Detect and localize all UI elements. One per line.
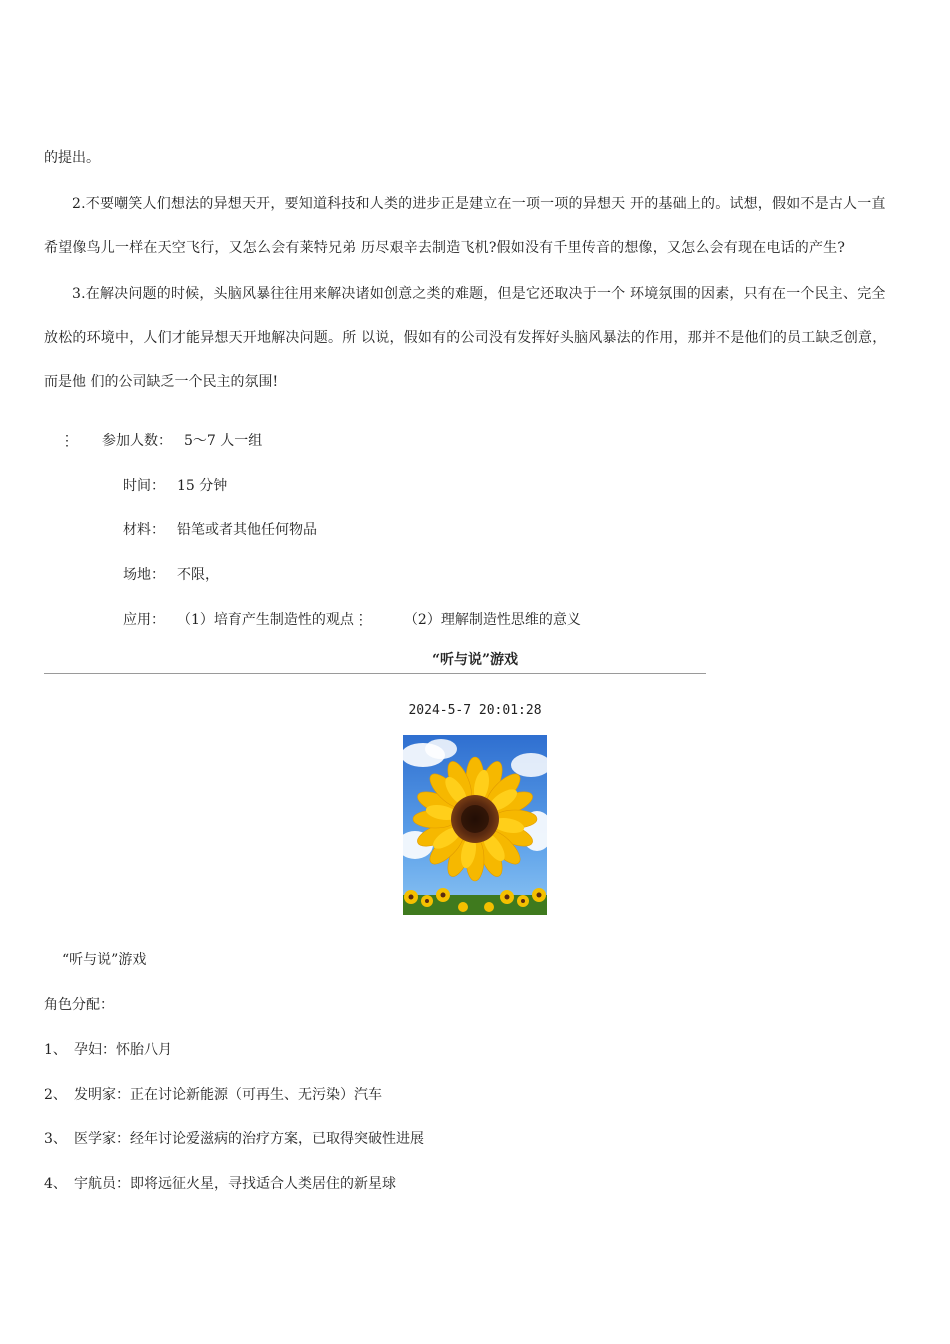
list-item-text: 孕妇：怀胎八月 bbox=[74, 1042, 172, 1058]
paragraph-2-line-1: 2.不要嘲笑人们想法的异想天开，要知道科技和人类的进步正是建立在一项一项的异想天 开的基础上的。试想，假如不是古人一直 bbox=[72, 196, 886, 212]
paragraph-3-line-1: 3.在解决问题的时候，头脑风暴往往用来解决诸如创意之类的难题，但是它还取决于一个 环境氛围的因素，只有在一个民主、完全 bbox=[72, 286, 886, 302]
materials-label: 材料： bbox=[123, 522, 165, 538]
application-label: 应用： bbox=[123, 612, 165, 628]
paragraph-3-line-2: 放松的环境中，人们才能异想天开地解决问题。所 以说，假如有的公司没有发挥好头脑风暴法的作用，那并不是他们的员工缺乏创意， bbox=[44, 330, 887, 346]
list-item bbox=[44, 1085, 382, 1105]
list-item-number: 4、 bbox=[44, 1176, 67, 1192]
list-item-number: 3、 bbox=[44, 1131, 67, 1147]
participants-row bbox=[102, 431, 262, 451]
application-value-1: （1）培育产生制造性的观点⋮ bbox=[177, 612, 368, 628]
venue-label: 场地： bbox=[123, 567, 165, 583]
list-item-text: 宇航员：即将远征火星，寻找适合人类居住的新星球 bbox=[74, 1176, 396, 1192]
list-item-text: 发明家：正在讨论新能源（可再生、无污染）汽车 bbox=[74, 1087, 382, 1103]
participants-value: 5～7 人一组 bbox=[184, 433, 263, 449]
list-item-text: 医学家：经年讨论爱滋病的治疗方案，已取得突破性进展 bbox=[74, 1131, 424, 1147]
title-divider bbox=[44, 673, 706, 674]
list-item bbox=[44, 1174, 396, 1194]
time-label: 时间： bbox=[123, 478, 165, 494]
time-row bbox=[123, 476, 227, 496]
application-value-2: （2）理解制造性思维的意义 bbox=[403, 612, 581, 628]
list-item bbox=[44, 1129, 424, 1149]
game-subtitle: “听与说”游戏 bbox=[62, 952, 147, 968]
materials-value: 铅笔或者其他任何物品 bbox=[177, 522, 317, 538]
venue-row bbox=[123, 565, 219, 585]
time-value: 15 分钟 bbox=[177, 478, 228, 494]
list-item-number: 2、 bbox=[44, 1087, 67, 1103]
list-item bbox=[44, 1040, 172, 1060]
article-date: 2024-5-7 20:01:28 bbox=[408, 703, 542, 718]
participants-label: 参加人数： bbox=[102, 433, 172, 449]
list-item-number: 1、 bbox=[44, 1042, 67, 1058]
paragraph-2-line-2: 希望像鸟儿一样在天空飞行，又怎么会有莱特兄弟 历尽艰辛去制造飞机?假如没有千里传音的想像，又怎么会有现在电话的产生? bbox=[44, 240, 846, 256]
article-title: “听与说”游戏 bbox=[431, 652, 519, 668]
details-bullet: ⋮ bbox=[60, 433, 74, 449]
paragraph-3-line-3: 而是他 们的公司缺乏一个民主的氛围! bbox=[44, 374, 279, 390]
venue-value: 不限， bbox=[177, 567, 219, 583]
materials-row bbox=[123, 520, 317, 540]
application-row bbox=[123, 610, 581, 630]
roles-heading: 角色分配： bbox=[44, 997, 114, 1013]
sunflower-image bbox=[403, 735, 547, 915]
paragraph-1-tail: 的提出。 bbox=[44, 150, 100, 166]
